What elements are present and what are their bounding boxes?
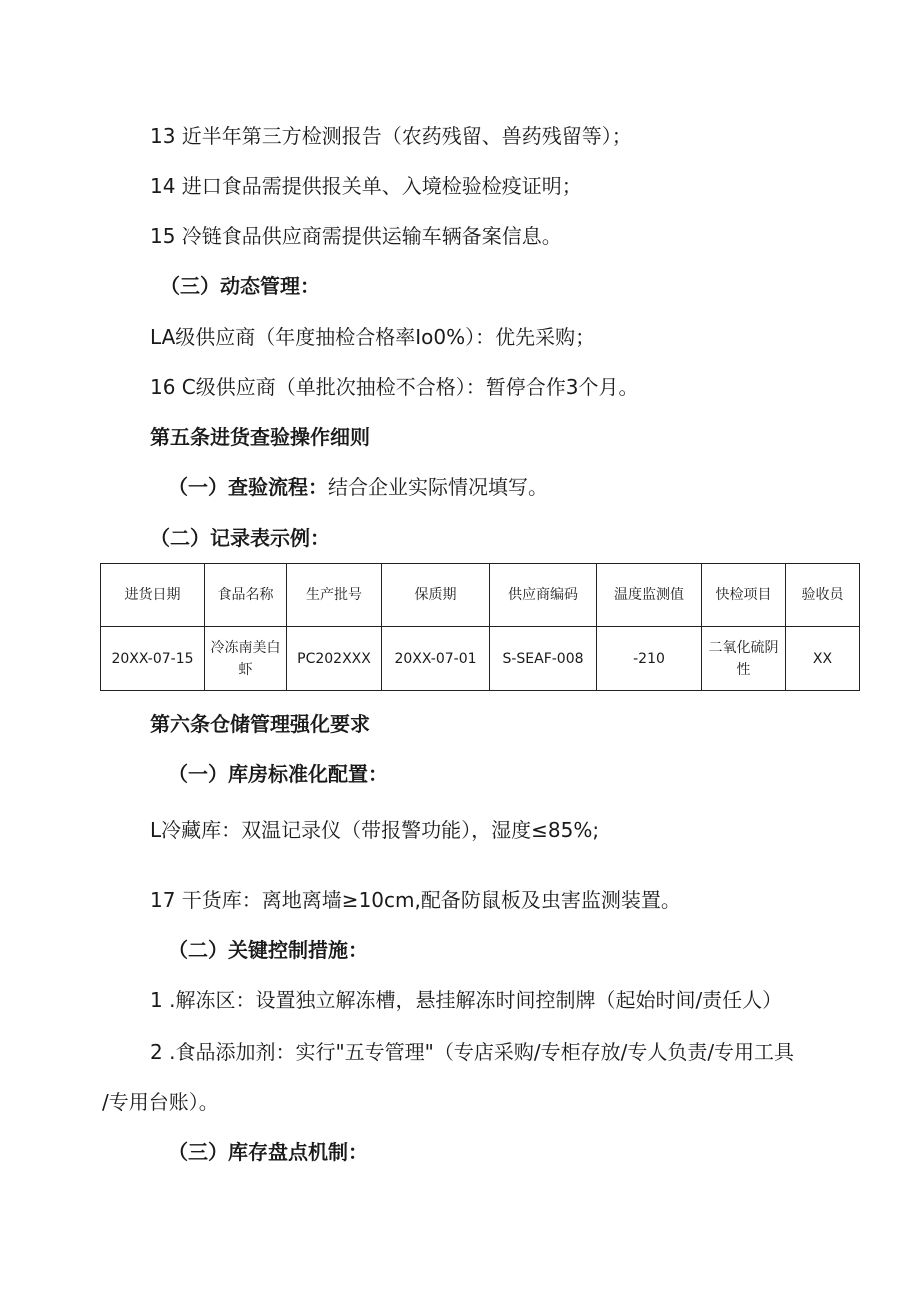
table-row bbox=[101, 627, 860, 691]
additive-item-continued: /专用台账）。 bbox=[102, 1090, 219, 1114]
header-cell: 食品名称 bbox=[205, 564, 287, 627]
header-cell: 快检项目 bbox=[702, 564, 786, 627]
inspection-flow-label: （一）查验流程： bbox=[168, 475, 328, 499]
additive-item: 2 .食品添加剂：实行"五专管理"（专店采购/专柜存放/专人负责/专用工具 bbox=[150, 1040, 795, 1064]
inspection-flow-text: 结合企业实际情况填写。 bbox=[328, 475, 548, 499]
thaw-area-item: 1 .解冻区：设置独立解冻槽，悬挂解冻时间控制牌（起始时间/责任人） bbox=[150, 988, 783, 1012]
header-cell: 供应商编码 bbox=[490, 564, 597, 627]
table-header-row bbox=[101, 564, 860, 627]
header-cell: 温度监测值 bbox=[597, 564, 702, 627]
record-table bbox=[100, 563, 860, 691]
storage-standard-title: （一）库房标准化配置： bbox=[168, 762, 388, 786]
item-16: 16 C级供应商（单批次抽检不合格）：暂停合作3个月。 bbox=[150, 375, 639, 399]
section-dynamic-management: （三）动态管理： bbox=[160, 274, 320, 298]
item-13: 13 近半年第三方检测报告（农药残留、兽药残留等）； bbox=[150, 124, 632, 148]
table-cell: S-SEAF-008 bbox=[490, 627, 597, 691]
table-cell: -210 bbox=[597, 627, 702, 691]
dry-storage-item: 17 干货库：离地离墙≥10cm,配备防鼠板及虫害监测装置。 bbox=[150, 888, 681, 912]
item-la-supplier: LA级供应商（年度抽检合格率Io0%）：优先采购； bbox=[150, 325, 596, 349]
header-cell: 生产批号 bbox=[287, 564, 382, 627]
cold-storage-item: L冷藏库：双温记录仪（带报警功能），湿度≤85%; bbox=[150, 818, 600, 842]
table-cell: 冷冻南美白虾 bbox=[205, 627, 287, 691]
table-cell: PC202XXX bbox=[287, 627, 382, 691]
header-cell: 保质期 bbox=[382, 564, 490, 627]
article-6-title: 第六条仓储管理强化要求 bbox=[150, 712, 370, 736]
table-cell: XX bbox=[786, 627, 860, 691]
table-cell: 20XX-07-01 bbox=[382, 627, 490, 691]
record-example-title: （二）记录表示例： bbox=[150, 526, 330, 550]
header-cell: 验收员 bbox=[786, 564, 860, 627]
key-control-title: （二）关键控制措施： bbox=[168, 938, 368, 962]
table-cell: 20XX-07-15 bbox=[101, 627, 205, 691]
item-14: 14 进口食品需提供报关单、入境检验检疫证明； bbox=[150, 174, 582, 198]
inventory-title: （三）库存盘点机制： bbox=[168, 1140, 368, 1164]
table-cell: 二氧化硫阴性 bbox=[702, 627, 786, 691]
article-5-title: 第五条进货查验操作细则 bbox=[150, 425, 370, 449]
inspection-flow bbox=[168, 475, 548, 499]
item-15: 15 冷链食品供应商需提供运输车辆备案信息。 bbox=[150, 224, 562, 248]
header-cell: 进货日期 bbox=[101, 564, 205, 627]
